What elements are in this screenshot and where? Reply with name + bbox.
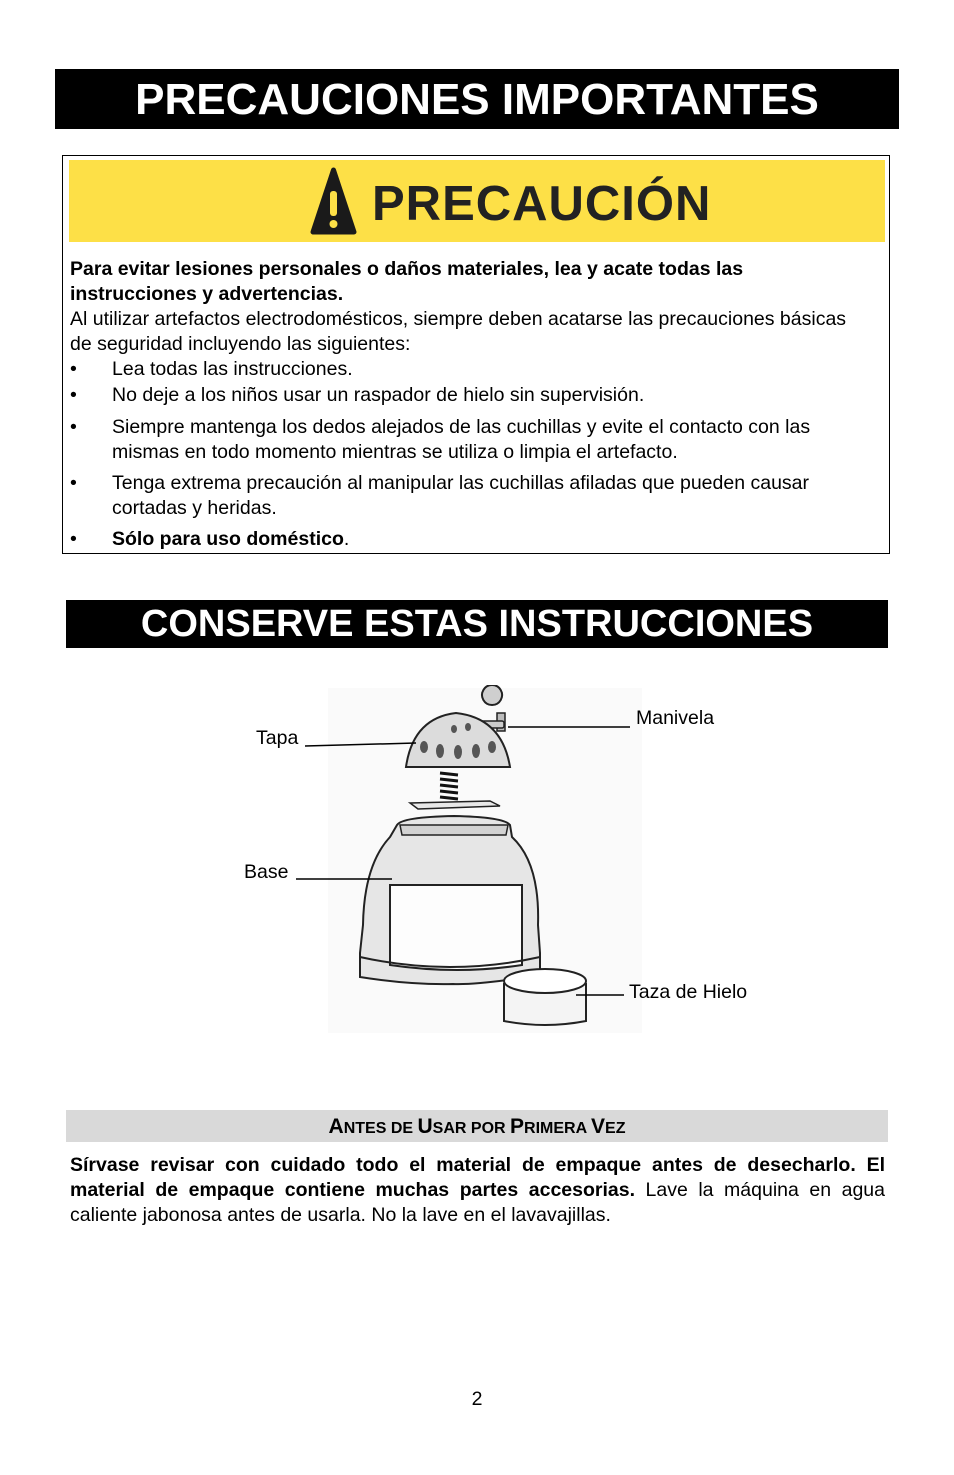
section-header: ANTES DE USAR POR PRIMERA VEZ: [66, 1110, 888, 1142]
bullet-text: No deje a los niños usar un raspador de hielo sin supervisión.: [112, 384, 645, 406]
bullet-marker: •: [70, 384, 77, 406]
label-lid: Tapa: [256, 727, 299, 749]
paragraph-text: Lave la máquina en agua caliente jabonosa antes de usarla. No la lave en el lavavajillas.: [70, 1179, 885, 1226]
caution-intro-bold: Para evitar lesiones personales o daños materiales, lea y acate todas las instrucciones y advertencias.: [70, 258, 744, 305]
save-instructions-banner: CONSERVE ESTAS INSTRUCCIONES: [66, 600, 888, 648]
bullet-text: Siempre mantenga los dedos alejados de las cuchillas y evite el contacto con las mismas en todo momento mientras se utiliza o limpia el artefacto.: [112, 416, 811, 463]
bullet-text: Lea todas las instrucciones.: [112, 358, 353, 380]
label-crank: Manivela: [636, 707, 715, 729]
base-illustration: [360, 816, 540, 984]
bullet-marker: •: [70, 528, 77, 550]
bullet-text: Sólo para uso doméstico: [112, 528, 344, 550]
caution-intro: Al utilizar artefactos electrodomésticos, siempre deben acatarse las precauciones básicas de seguridad incluyendo las siguientes:: [70, 308, 847, 355]
bullet-marker: •: [70, 472, 77, 494]
bullet-text: Tenga extrema precaución al manipular las cuchillas afiladas que pueden causar cortadas y heridas.: [112, 472, 810, 519]
bullet-marker: •: [70, 358, 77, 380]
caution-label: [69, 160, 885, 242]
page-title: PRECAUCIONES IMPORTANTES: [55, 69, 899, 129]
before-first-use-paragraph: [70, 1153, 885, 1228]
paragraph-bold: Sírvase revisar con cuidado todo el material de empaque antes de desecharlo. El material de empaque contiene muchas partes accesorias.: [70, 1154, 885, 1201]
bullet-marker: •: [70, 416, 77, 438]
caution-heading: PRECAUCIÓN: [372, 177, 712, 231]
label-ice-cup: Taza de Hielo: [629, 981, 748, 1003]
ice-cup-illustration: [504, 969, 586, 1025]
label-base: Base: [244, 861, 289, 883]
bullet-period: .: [343, 528, 350, 550]
page-number: 2: [471, 1388, 483, 1410]
